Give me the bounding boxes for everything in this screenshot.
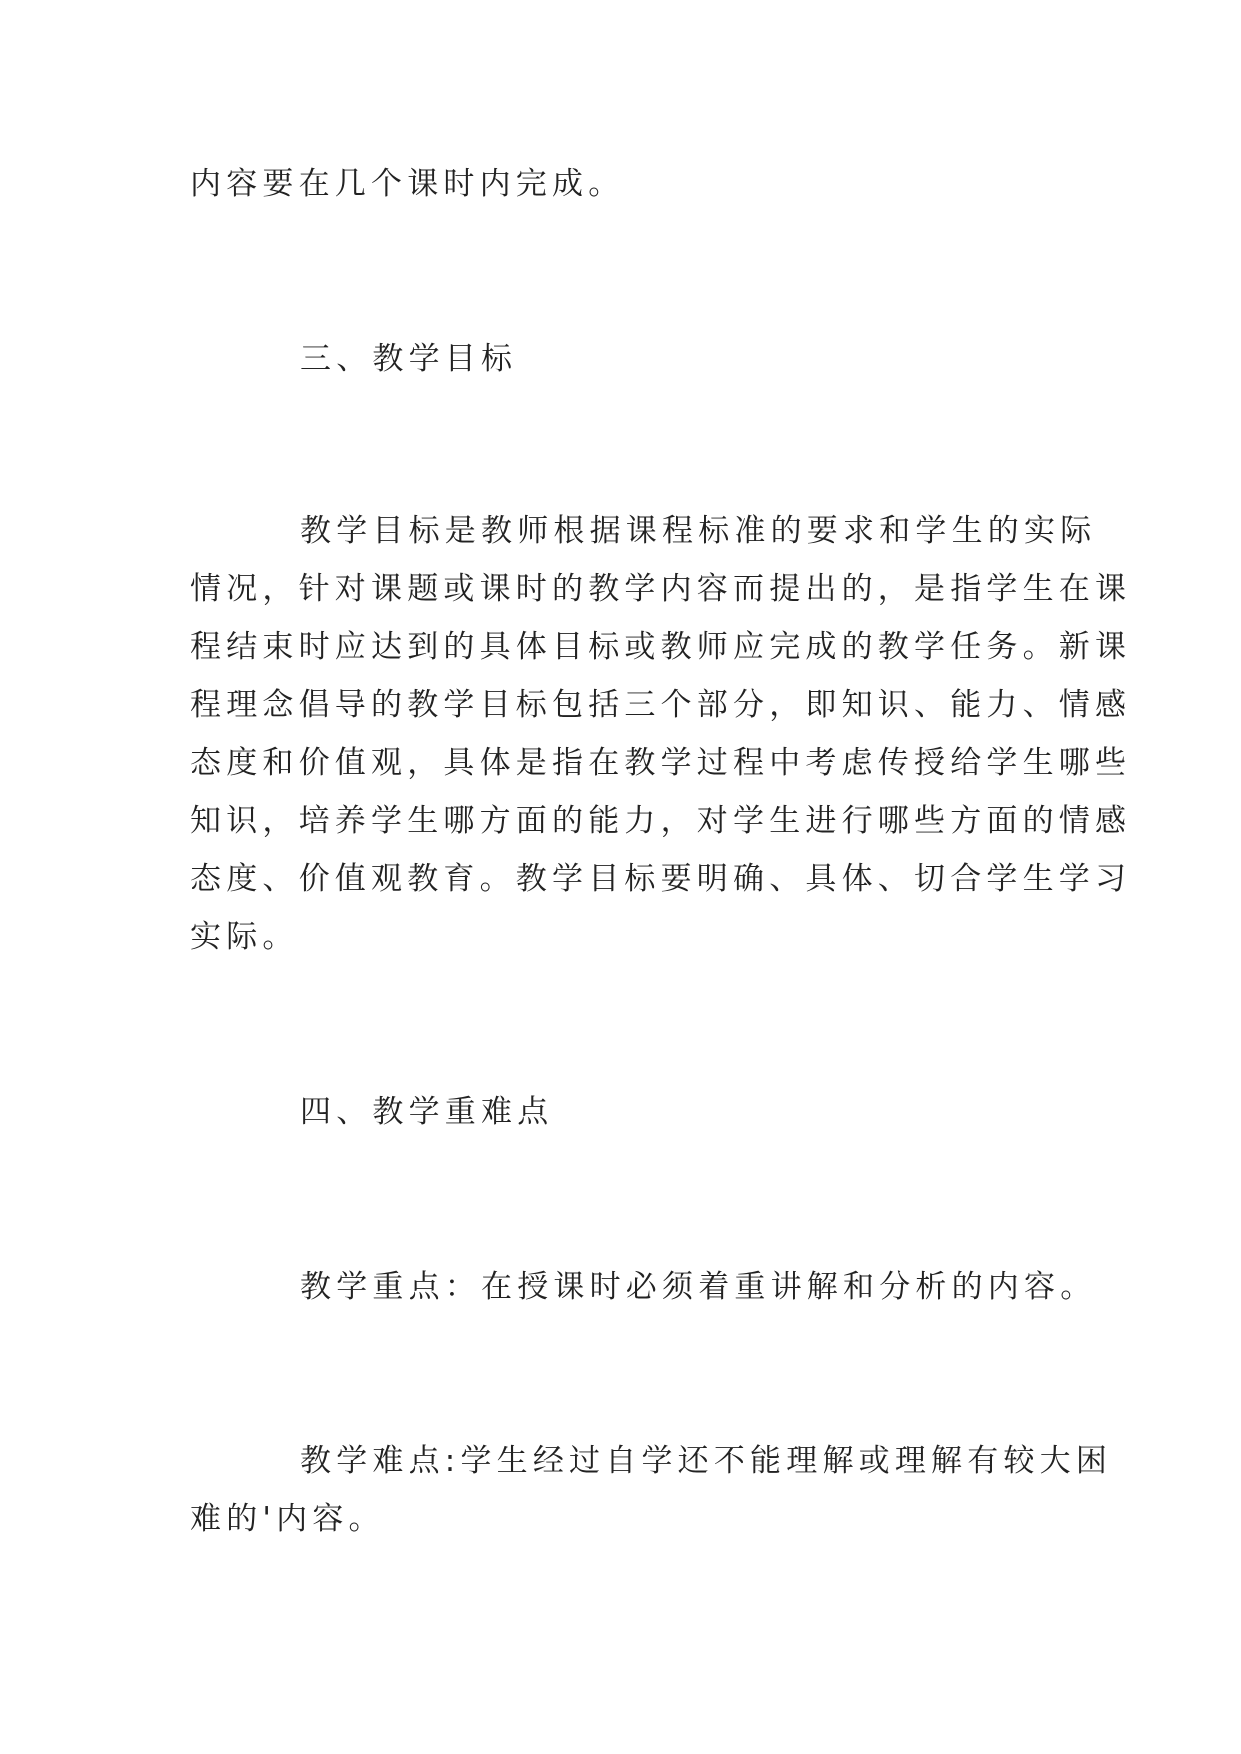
paragraph-line: 教学难点:学生经过自学还不能理解或理解有较大困 bbox=[300, 1443, 1113, 1479]
paragraph-line: 程结束时应达到的具体目标或教师应完成的教学任务。新课 bbox=[190, 629, 1132, 665]
paragraph-line: 难的'内容。 bbox=[190, 1501, 385, 1537]
continuation-text: 内容要在几个课时内完成。 bbox=[190, 166, 625, 202]
paragraph-line: 程理念倡导的教学目标包括三个部分，即知识、能力、情感 bbox=[190, 687, 1132, 723]
paragraph-line: 实际。 bbox=[190, 919, 299, 955]
paragraph-line: 知识，培养学生哪方面的能力，对学生进行哪些方面的情感 bbox=[190, 803, 1132, 839]
paragraph-line: 教学目标是教师根据课程标准的要求和学生的实际 bbox=[300, 513, 1097, 549]
section-4-heading: 四、教学重难点 bbox=[300, 1094, 554, 1130]
paragraph-line: 态度、价值观教育。教学目标要明确、具体、切合学生学习 bbox=[190, 861, 1132, 897]
section-3-heading: 三、教学目标 bbox=[300, 341, 518, 377]
key-point-text: 教学重点：在授课时必须着重讲解和分析的内容。 bbox=[300, 1269, 1097, 1305]
paragraph-line: 态度和价值观，具体是指在教学过程中考虑传授给学生哪些 bbox=[190, 745, 1132, 781]
paragraph-line: 情况，针对课题或课时的教学内容而提出的，是指学生在课 bbox=[190, 571, 1132, 607]
